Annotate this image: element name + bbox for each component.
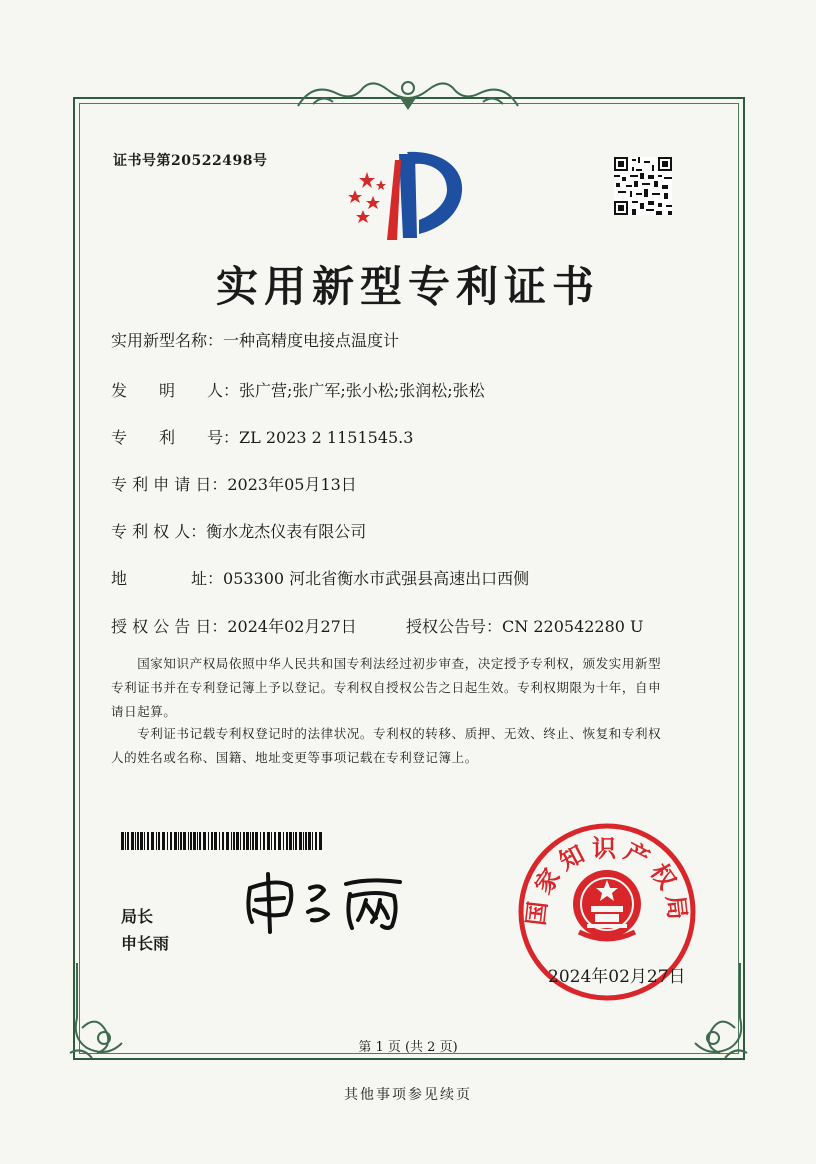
barcode-bar [315,832,317,850]
barcode-bar [197,832,198,850]
paragraph-line: 请日起算。 [111,704,177,719]
barcode-bar [236,832,239,850]
page-number: 第 1 页 (共 2 页) [358,1040,458,1055]
barcode-bar [137,832,139,850]
address-value: 053300 河北省衡水市武强县高速出口西侧 [223,569,530,588]
barcode-bar [243,832,245,850]
inventor-row [111,378,485,401]
utility-model-name-row [111,328,399,351]
barcode-bar [167,832,168,850]
barcode-bar [135,832,136,850]
patent-number-value: ZL 2023 2 1151545.3 [239,428,414,447]
barcode-bar [178,832,179,850]
barcode-bar [240,832,241,850]
paragraph-line: 专利证书并在专利登记簿上予以登记。专利权自授权公告之日起生效。专利权期限为十年，自申 [111,680,662,695]
barcode-bar [203,832,206,850]
grant-number-value: CN 220542280 U [502,617,644,636]
cnipa-logo [343,150,468,242]
filing-date-label: 专 利 申 请 日： [111,475,228,494]
address-row [111,566,529,589]
barcode-bar [170,832,172,850]
paragraph-line: 国家知识产权局依照中华人民共和国专利法经过初步审查，决定授予专利权，颁发实用新型 [111,656,662,671]
legal-paragraph-2 [111,722,711,770]
qr-code [614,157,672,215]
barcode-bar [151,832,154,850]
director-title: 局长 [121,907,154,926]
barcode-bar [278,832,281,850]
grant-date-row [111,614,357,637]
barcode-bar [156,832,157,850]
patentee-value: 衡水龙杰仪表有限公司 [206,522,367,541]
barcode-bar [231,832,232,850]
barcode-bar [193,832,196,850]
barcode-bar [274,832,276,850]
barcode-bar [250,832,251,850]
seal-date: 2024年02月27日 [548,967,686,987]
director-name: 申长雨 [121,934,170,953]
barcode-bar [271,832,272,850]
barcode-bar [252,832,254,850]
barcode-bar [131,832,134,850]
barcode-bar [283,832,284,850]
barcode-bar [180,832,182,850]
barcode-bar [214,832,217,850]
utility-model-name-value: 一种高精度电接点温度计 [223,331,400,350]
barcode-bar [303,832,304,850]
patent-number-label: 专 利 号： [111,428,240,447]
legal-paragraph-1 [111,652,711,724]
inventor-label: 发 明 人： [111,381,240,400]
barcode-bar [299,832,302,850]
certificate-title: 实用新型专利证书 [215,262,600,311]
barcode-bar [125,832,126,850]
top-ornament [293,76,523,116]
barcode-bar [127,832,129,850]
barcode-bar [295,832,297,850]
patentee-label: 专 利 权 人： [111,522,207,541]
barcode-bar [211,832,213,850]
barcode-bar [158,832,160,850]
barcode-bar [162,832,165,850]
barcode-bar [233,832,235,850]
grant-date-label: 授 权 公 告 日： [111,617,228,636]
barcode-bar [246,832,249,850]
barcode-bar [312,832,313,850]
barcode-bar [183,832,186,850]
patent-number-row [111,425,413,448]
barcode-bar [190,832,192,850]
filing-date-row [111,472,357,495]
barcode-bar [286,832,288,850]
barcode-bar [121,832,124,850]
barcode-bar [222,832,224,850]
barcode-bar [260,832,261,850]
barcode-bar [267,832,270,850]
grant-number-row [406,614,644,637]
continuation-note: 其他事项参见续页 [344,1087,472,1103]
barcode-bar [293,832,294,850]
barcode-bar [147,832,149,850]
barcode-bar [188,832,189,850]
barcode-bar [144,832,145,850]
certificate-number: 证书号第20522498号 [113,153,268,169]
barcode-bar [219,832,220,850]
grant-date-value: 2024年02月27日 [227,617,357,636]
filing-date-value: 2023年05月13日 [227,475,357,494]
barcode-bar [226,832,229,850]
utility-model-name-label: 实用新型名称： [111,331,224,350]
barcode-bar [255,832,258,850]
seal-text: 国家知识产权局 [521,834,693,927]
address-label: 地 址： [111,569,224,588]
paragraph-line: 人的姓名或名称、国籍、地址变更等事项记载在专利登记簿上。 [111,750,478,765]
barcode-bar [305,832,307,850]
barcode-bar [199,832,201,850]
barcode-bar [289,832,292,850]
inventor-value: 张广营;张广军;张小松;张润松;张松 [239,381,485,400]
patentee-row [111,519,366,542]
barcode-bar [140,832,143,850]
barcode-bar [174,832,177,850]
barcode-bar [263,832,265,850]
grant-number-label: 授权公告号： [406,617,503,636]
handwritten-signature [238,870,413,935]
barcode-bar [319,832,322,850]
barcode [121,832,323,850]
paragraph-line: 专利证书记载专利权登记时的法律状况。专利权的转移、质押、无效、终止、恢复和专利权 [111,726,662,741]
barcode-bar [308,832,311,850]
barcode-bar [208,832,209,850]
